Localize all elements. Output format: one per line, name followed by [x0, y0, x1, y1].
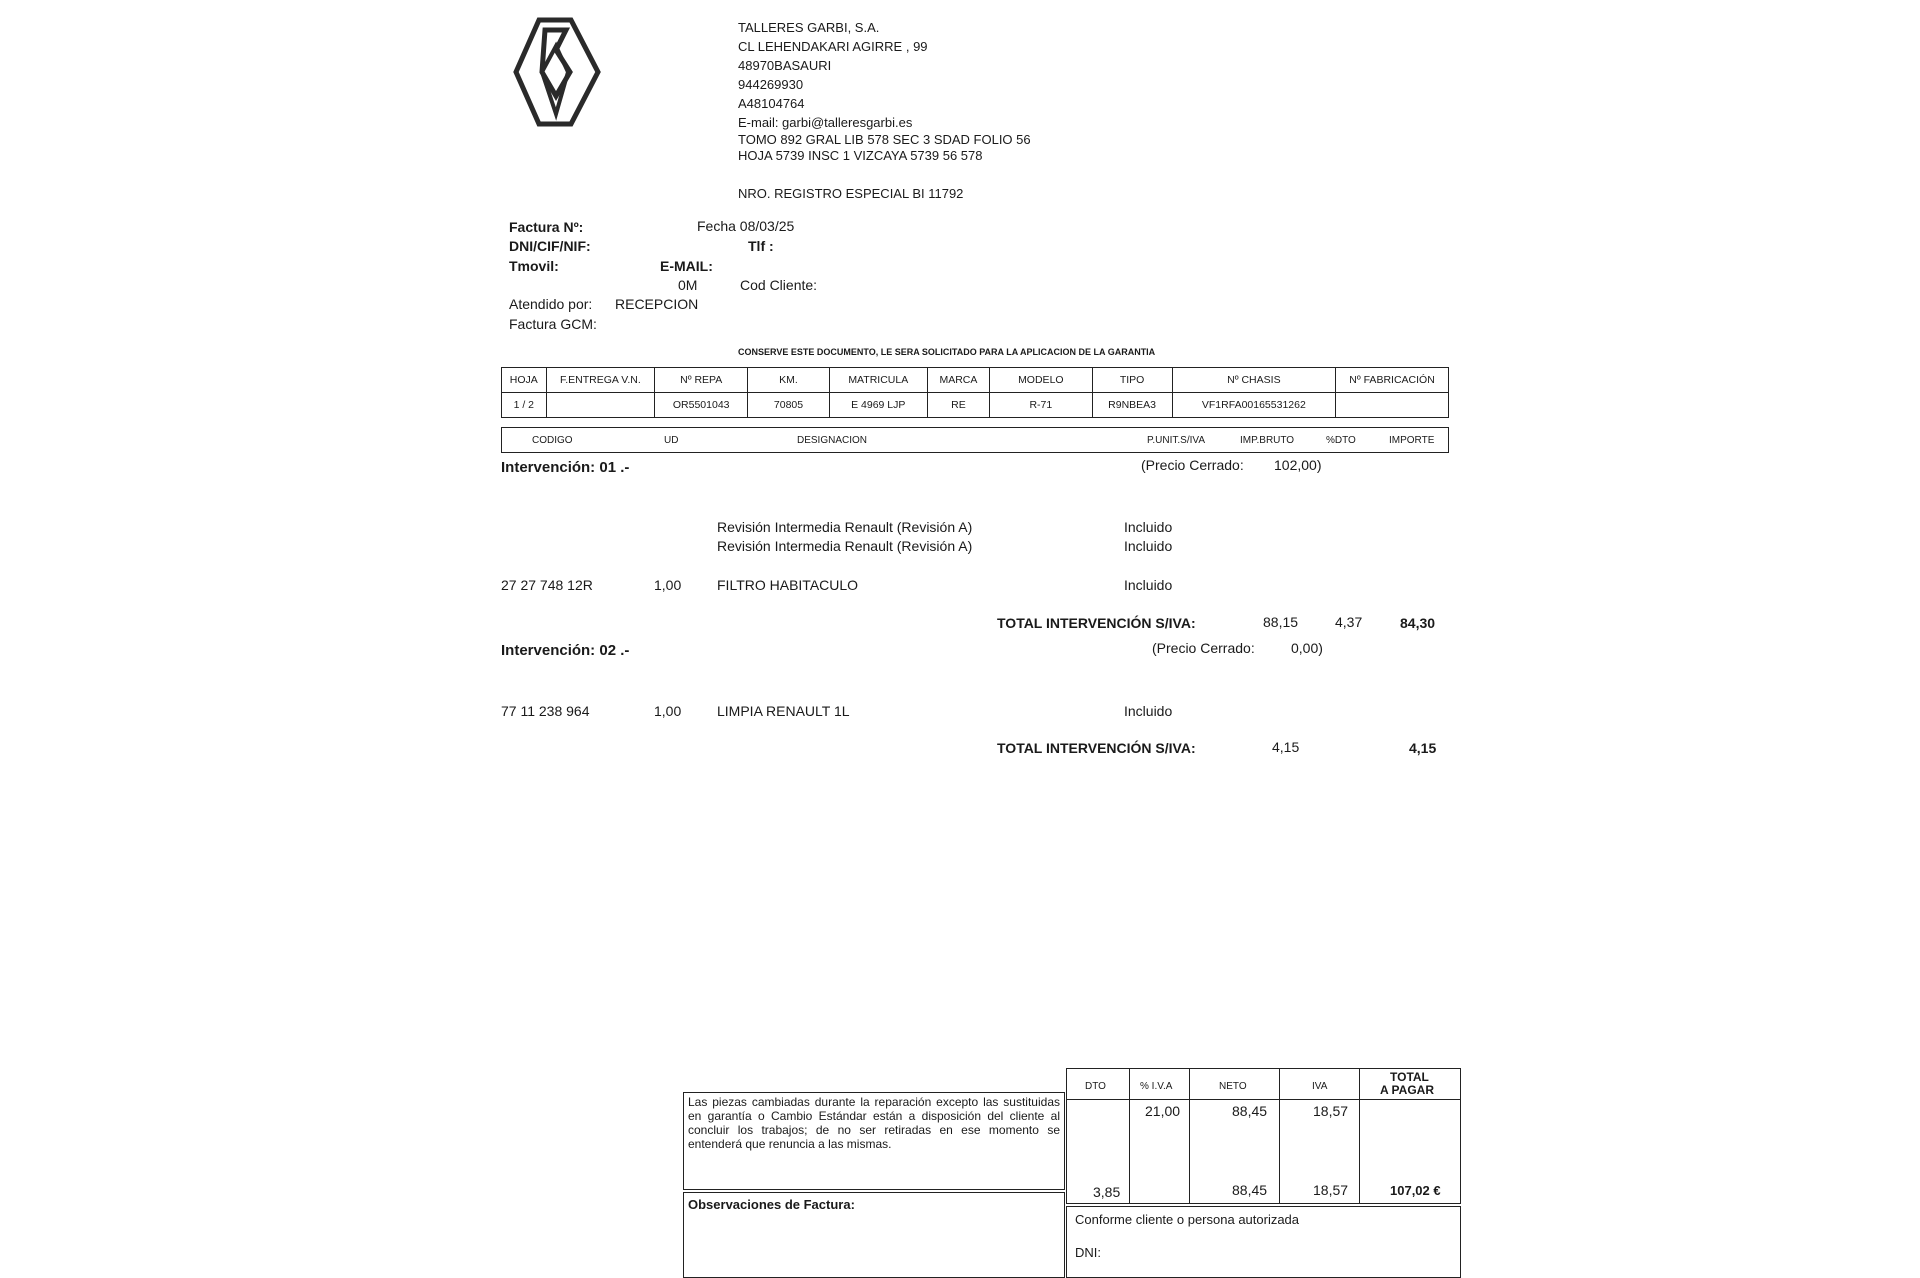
- om-value: 0M: [678, 277, 698, 293]
- hdr-dto: %DTO: [1326, 435, 1356, 446]
- company-name: TALLERES GARBI, S.A.: [738, 20, 880, 35]
- col-chasis: Nº CHASIS: [1172, 368, 1335, 393]
- totals-hdr-iva-pct: % I.V.A: [1140, 1081, 1173, 1092]
- line-item-qty: 1,00: [654, 703, 682, 719]
- hdr-codigo: CODIGO: [532, 435, 573, 446]
- atendido-label: Atendido por:: [509, 296, 593, 312]
- intervention-01-title: Intervención: 01 .-: [501, 459, 630, 476]
- line-item-value: Incluido: [1124, 703, 1173, 719]
- intervention-02-total-bruto: 4,15: [1272, 739, 1300, 755]
- tmovil-label: Tmovil:: [509, 258, 559, 274]
- col-hoja: HOJA: [502, 368, 547, 393]
- intervention-02-total-label: TOTAL INTERVENCIÓN S/IVA:: [997, 740, 1196, 756]
- cell-nrepa: OR5501043: [655, 393, 748, 418]
- company-phone: 944269930: [738, 77, 804, 92]
- intervention-01-total-bruto: 88,15: [1263, 614, 1299, 630]
- totals-neto: 88,45: [1232, 1182, 1268, 1198]
- dni-signature-label: DNI:: [1075, 1245, 1101, 1260]
- intervention-02-precio-label: (Precio Cerrado:: [1152, 640, 1255, 656]
- factura-label: Factura Nº:: [509, 219, 584, 235]
- intervention-01-desc-2-value: Incluido: [1124, 538, 1173, 554]
- company-info: [738, 18, 1031, 164]
- line-item-code: 27 27 748 12R: [501, 577, 593, 593]
- col-fentrega: F.ENTREGA V.N.: [546, 368, 655, 393]
- cell-fabricacion: [1336, 393, 1449, 418]
- hdr-punit: P.UNIT.S/IVA: [1147, 435, 1205, 446]
- cell-modelo: R-71: [990, 393, 1092, 418]
- intervention-01-precio-label: (Precio Cerrado:: [1141, 457, 1244, 473]
- company-registry-2: HOJA 5739 INSC 1 VIZCAYA 5739 56 578: [738, 148, 983, 163]
- cell-marca: RE: [927, 393, 989, 418]
- conserve-notice: CONSERVE ESTE DOCUMENTO, LE SERA SOLICITADO PARA LA APLICACION DE LA GARANTIA: [738, 347, 1156, 357]
- vehicle-table: [501, 367, 1449, 418]
- totals-row-iva: 18,57: [1313, 1103, 1349, 1119]
- cell-tipo: R9NBEA3: [1092, 393, 1172, 418]
- totals-row-iva-pct: 21,00: [1145, 1103, 1181, 1119]
- observaciones-label: Observaciones de Factura:: [688, 1197, 855, 1212]
- line-item-desc: LIMPIA RENAULT 1L: [717, 703, 850, 719]
- line-item-desc: FILTRO HABITACULO: [717, 577, 859, 593]
- col-km: KM.: [748, 368, 830, 393]
- intervention-01-desc-2: Revisión Intermedia Renault (Revisión A): [717, 538, 973, 554]
- totals-table: [1066, 1068, 1461, 1204]
- totals-hdr-total-2: A PAGAR: [1380, 1083, 1434, 1097]
- col-marca: MARCA: [927, 368, 989, 393]
- line-item-value: Incluido: [1124, 577, 1173, 593]
- hdr-designacion: DESIGNACION: [797, 435, 868, 446]
- totals-iva: 18,57: [1313, 1182, 1349, 1198]
- col-fabricacion: Nº FABRICACIÓN: [1336, 368, 1449, 393]
- conforme-label: Conforme cliente o persona autorizada: [1075, 1212, 1300, 1227]
- parts-notice: Las piezas cambiadas durante la reparación excepto las sustituidas en garantía o Cambio Estándar están a disposición del cliente al concluir los trabajos; de no ser retiradas en ese momento se entenderá que renuncia a las mismas.: [683, 1092, 1065, 1190]
- hdr-importe: IMPORTE: [1389, 435, 1435, 446]
- intervention-02-title: Intervención: 02 .-: [501, 642, 630, 659]
- cell-hoja: 1 / 2: [502, 393, 547, 418]
- special-registry: NRO. REGISTRO ESPECIAL BI 11792: [738, 186, 964, 201]
- totals-hdr-iva: IVA: [1312, 1081, 1328, 1092]
- cell-matricula: E 4969 LJP: [829, 393, 927, 418]
- atendido-value: RECEPCION: [615, 296, 699, 312]
- gcm-label: Factura GCM:: [509, 316, 597, 332]
- col-matricula: MATRICULA: [829, 368, 927, 393]
- email-label: E-MAIL:: [660, 258, 713, 274]
- col-tipo: TIPO: [1092, 368, 1172, 393]
- company-cif: A48104764: [738, 96, 805, 111]
- cell-fentrega: [546, 393, 655, 418]
- intervention-02-precio-value: 0,00): [1291, 640, 1323, 656]
- cell-km: 70805: [748, 393, 830, 418]
- renault-logo-icon: [512, 16, 602, 128]
- col-nrepa: Nº REPA: [655, 368, 748, 393]
- hdr-impbruto: IMP.BRUTO: [1240, 435, 1295, 446]
- totals-total: 107,02 €: [1390, 1183, 1441, 1198]
- intervention-01-total-importe: 84,30: [1400, 615, 1436, 631]
- company-street: CL LEHENDAKARI AGIRRE , 99: [738, 39, 928, 54]
- dni-label: DNI/CIF/NIF:: [509, 238, 591, 254]
- line-item-code: 77 11 238 964: [501, 703, 590, 719]
- company-city: 48970BASAURI: [738, 58, 832, 73]
- cod-cliente-label: Cod Cliente:: [740, 277, 818, 293]
- observaciones-box: [683, 1192, 1065, 1278]
- vehicle-table-header: [502, 368, 1449, 393]
- totals-hdr-total-1: TOTAL: [1390, 1070, 1429, 1084]
- intervention-01-desc-1-value: Incluido: [1124, 519, 1173, 535]
- hdr-ud: UD: [664, 435, 679, 446]
- invoice-date: Fecha 08/03/25: [697, 218, 795, 234]
- totals-hdr-dto: DTO: [1085, 1081, 1106, 1092]
- cell-chasis: VF1RFA00165531262: [1172, 393, 1335, 418]
- vehicle-table-row: [502, 393, 1449, 418]
- totals-row-neto: 88,45: [1232, 1103, 1268, 1119]
- col-modelo: MODELO: [990, 368, 1092, 393]
- lines-header: [501, 427, 1449, 453]
- intervention-01-desc-1: Revisión Intermedia Renault (Revisión A): [717, 519, 973, 535]
- totals-hdr-neto: NETO: [1219, 1081, 1247, 1092]
- totals-dto: 3,85: [1093, 1184, 1121, 1200]
- conforme-box: [1066, 1206, 1461, 1278]
- company-email: E-mail: garbi@talleresgarbi.es: [738, 115, 913, 130]
- intervention-02-total-importe: 4,15: [1409, 740, 1437, 756]
- intervention-01-total-label: TOTAL INTERVENCIÓN S/IVA:: [997, 615, 1196, 631]
- line-item-qty: 1,00: [654, 577, 682, 593]
- tlf-label: Tlf :: [748, 238, 774, 254]
- intervention-01-total-dto: 4,37: [1335, 614, 1363, 630]
- intervention-01-precio-value: 102,00): [1274, 457, 1322, 473]
- company-registry-1: TOMO 892 GRAL LIB 578 SEC 3 SDAD FOLIO 56: [738, 132, 1031, 147]
